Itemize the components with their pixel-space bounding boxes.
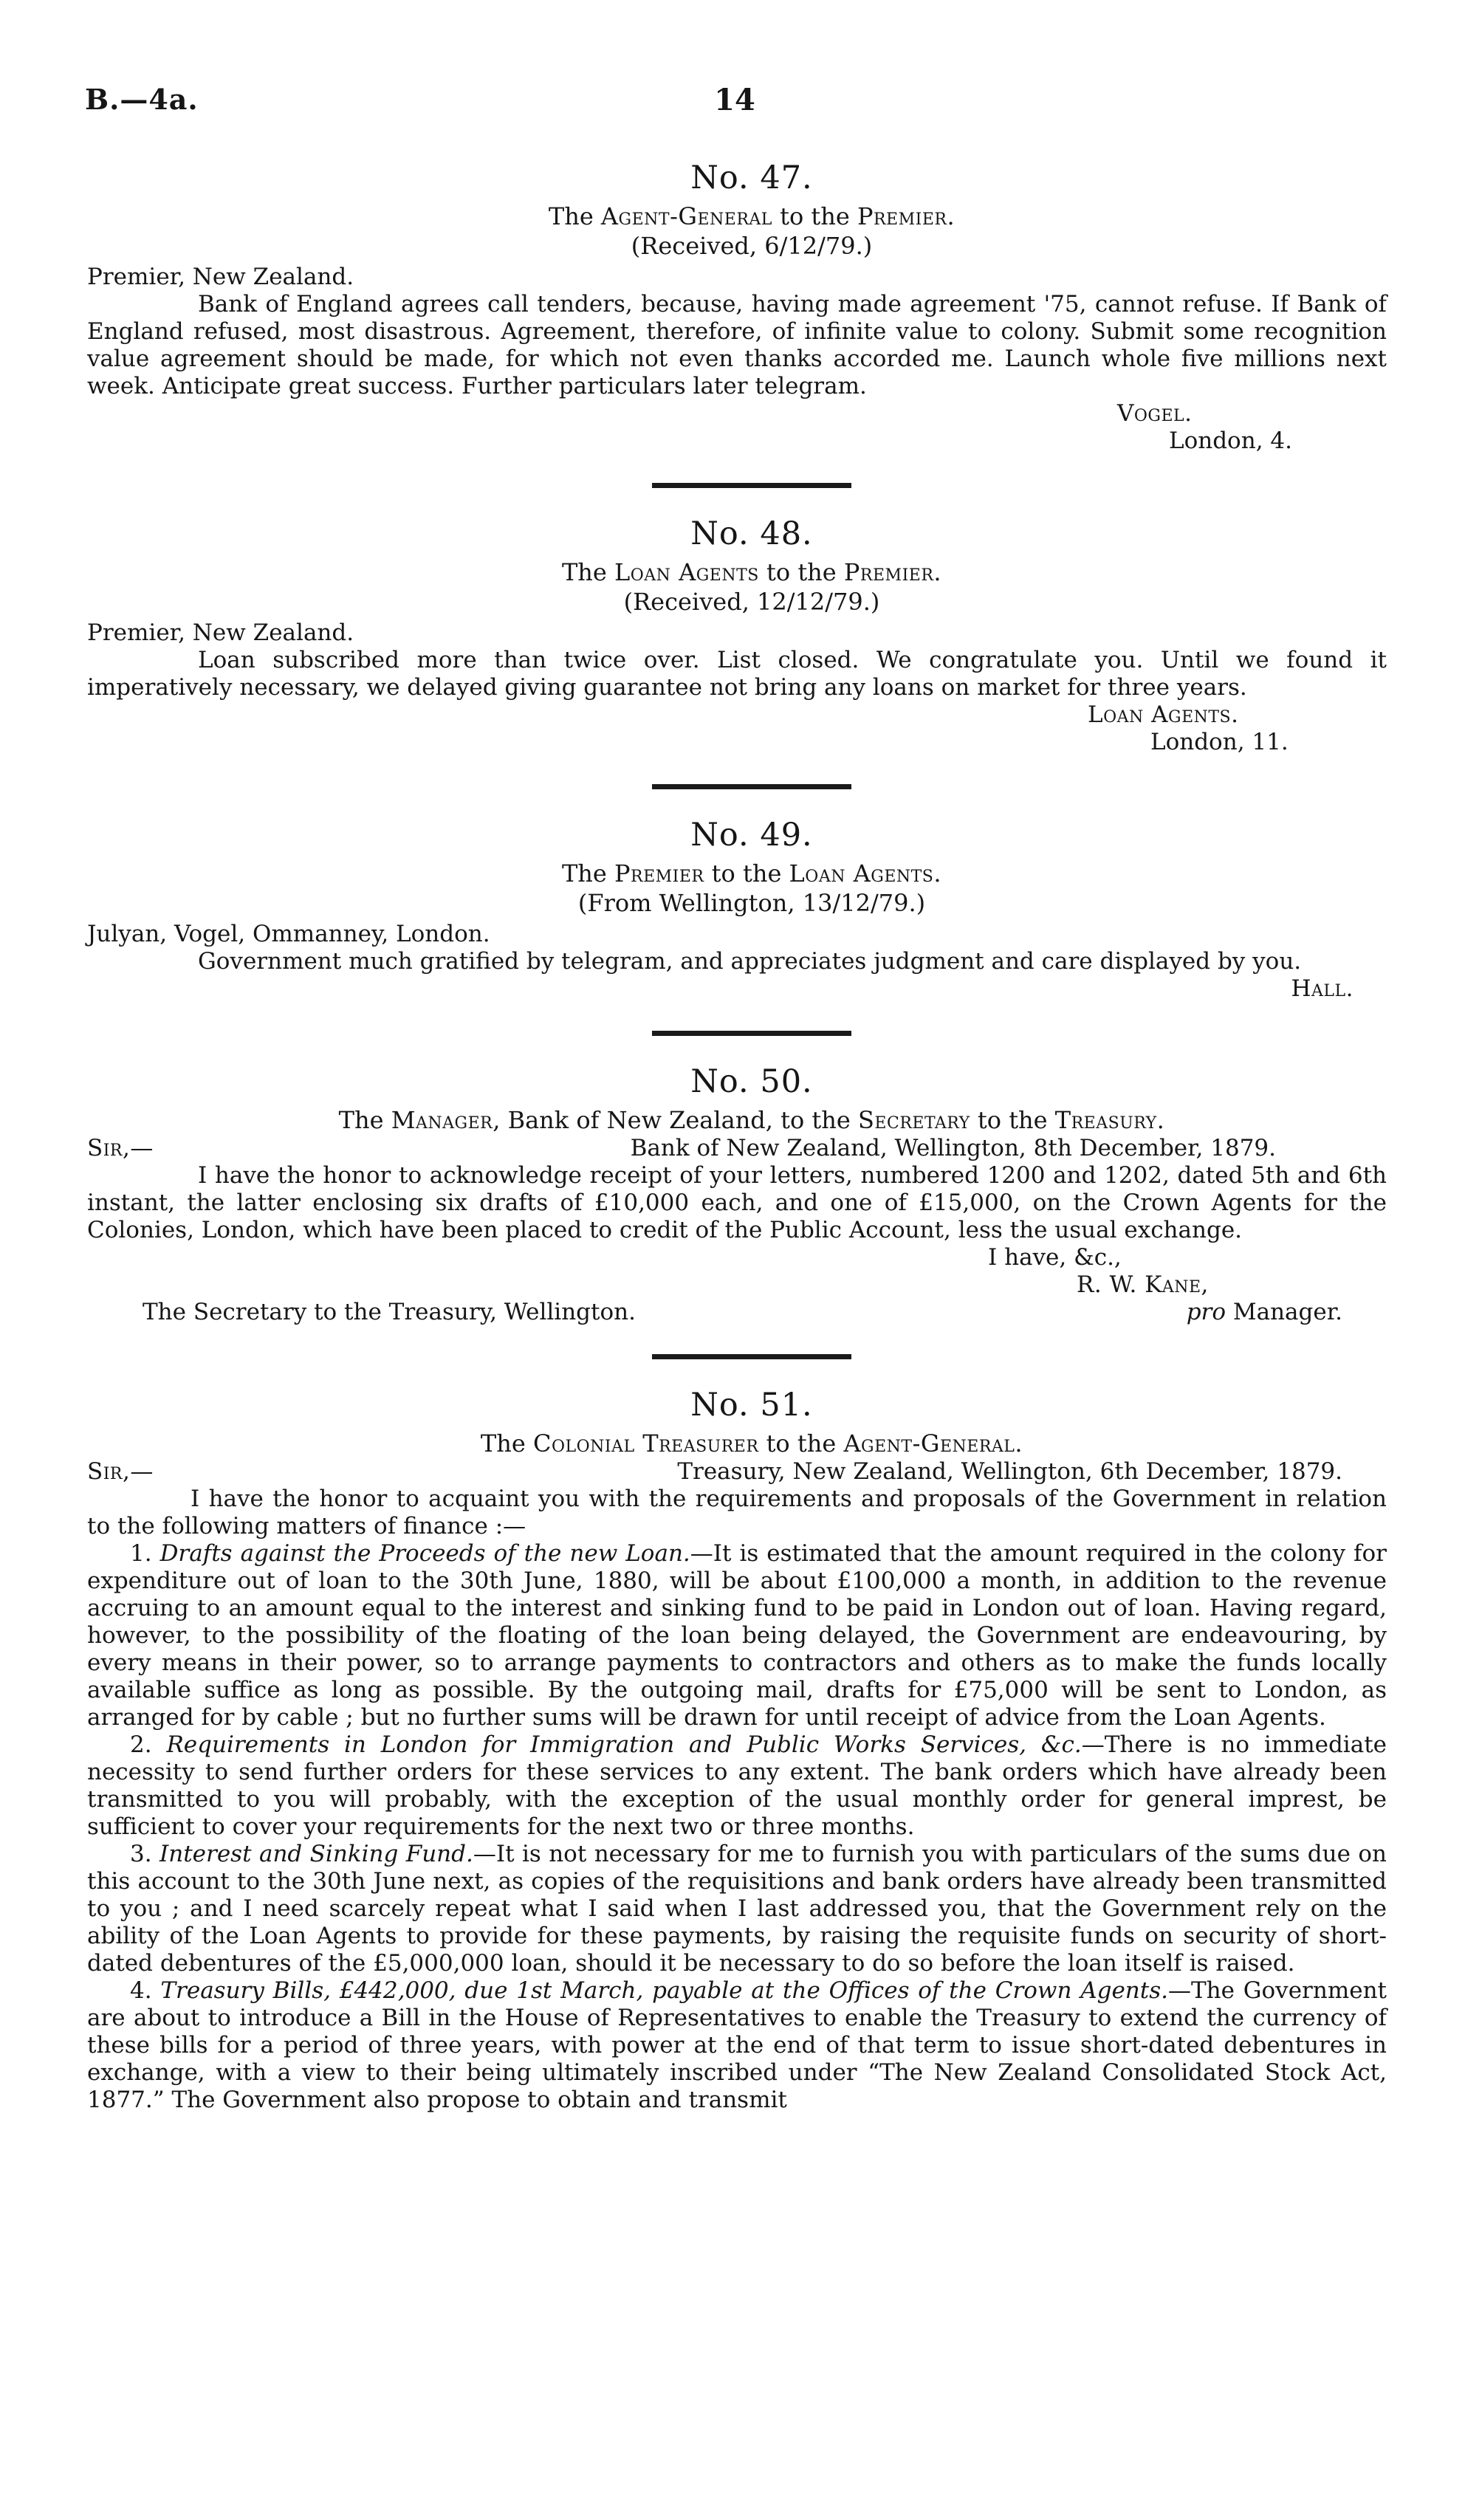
running-header xyxy=(0,83,1465,134)
letter-footer xyxy=(87,1299,1387,1326)
item-title: Requirements in London for Immigration and Public Works Services, &c. xyxy=(166,1731,1082,1758)
heading-text: , Bank of New Zealand, to the xyxy=(493,1106,858,1134)
section-divider xyxy=(652,483,851,488)
received-date: (Received, 12/12/79.) xyxy=(623,588,880,616)
item-text: —There is no immediate necessity to send further orders for these services to any extent. The bank orders which have already been transmitted to you will probably, with the exception of the usual monthly order for general imprest, be sufficient to cover your requirements for the next two or three months. xyxy=(87,1731,1387,1840)
finance-item xyxy=(87,1540,1387,1731)
item-title: Interest and Sinking Fund. xyxy=(159,1841,473,1867)
item-title: Drafts against the Proceeds of the new Loan. xyxy=(159,1540,690,1567)
heading-text: to the xyxy=(704,859,789,888)
heading-text: to the xyxy=(758,1429,844,1458)
telegram-body: Bank of England agrees call tenders, because, having made agreement '75, cannot refuse. If Bank of England refused, most disastrous. Agreement, therefore, of infinite value to colony. Submit some recognition value agreement should be made, for which not even thanks accorded me. Launch whole five millions next week. Anticipate great success. Further particulars later telegram. xyxy=(87,291,1387,399)
heading-recipient: Premier. xyxy=(843,558,942,586)
place-date: London, 11. xyxy=(1150,729,1289,755)
heading-sender: Agent-General xyxy=(600,202,772,230)
item-number: 1. xyxy=(130,1540,160,1567)
heading-text: to the xyxy=(772,202,857,230)
pro-text: pro xyxy=(1186,1299,1226,1325)
document-number: No. 47. xyxy=(690,159,813,196)
item-text: —The Government are about to introduce a Bill in the House of Representatives to enable the Treasury to extend the currency of these bills for a period of three years, with power at the end of that term to issue short-dated debentures in exchange, with a view to their being ultimately inscribed under “The New Zealand Consolidated Stock Act, 1877.” The Government also propose to obtain and transmit xyxy=(87,1977,1387,2113)
salutation: Sir,— xyxy=(87,1135,154,1161)
document-heading xyxy=(117,1105,1387,1135)
addressee: Premier, New Zealand. xyxy=(87,264,354,290)
recipient-line: The Secretary to the Treasury, Wellington. xyxy=(143,1299,636,1325)
document-heading xyxy=(117,1429,1387,1458)
heading-text: to the xyxy=(970,1106,1055,1134)
heading-text: to the xyxy=(758,558,844,586)
heading-recipient: Loan Agents. xyxy=(789,859,942,888)
heading-sender: Loan Agents xyxy=(614,558,759,586)
addressee: Premier, New Zealand. xyxy=(87,619,354,646)
document-no-51 xyxy=(87,1386,1387,2114)
document-heading xyxy=(117,557,1387,587)
item-number: 4. xyxy=(130,1977,161,2004)
finance-item xyxy=(87,1841,1387,1977)
dateline: Treasury, New Zealand, Wellington, 6th December, 1879. xyxy=(677,1458,1342,1485)
document-number: No. 50. xyxy=(690,1063,813,1100)
item-number: 3. xyxy=(130,1841,159,1867)
signature: R. W. Kane, xyxy=(1077,1271,1209,1298)
heading-text: The xyxy=(338,1106,391,1134)
item-text: —It is estimated that the amount required in the colony for expenditure out of loan to the 30th June, 1880, will be about £100,000 a month, in addition to the revenue accruing to an amount equal to the interest and sinking fund to be paid in London out of loan. Having regard, however, to the possibility of the floating of the loan being delayed, the Government are endeavouring, by every means in their power, so to arrange payments to contractors and others as to make the funds locally available suffice as long as possible. By the outgoing mail, drafts for £75,000 will be sent to London, as arranged for by cable ; but no further sums will be drawn for until receipt of advice from the Loan Agents. xyxy=(87,1540,1387,1731)
closing: I have, &c., xyxy=(988,1244,1122,1271)
heading-recipient: Treasury. xyxy=(1054,1106,1165,1134)
received-date: (Received, 6/12/79.) xyxy=(631,232,873,260)
heading-text: The xyxy=(561,558,614,586)
document-number: No. 48. xyxy=(690,515,813,552)
document-no-48 xyxy=(87,515,1387,756)
document-no-50 xyxy=(87,1062,1387,1326)
addressee: Julyan, Vogel, Ommanney, London. xyxy=(87,921,490,947)
heading-sender: Colonial Treasurer xyxy=(532,1429,759,1458)
item-number: 2. xyxy=(130,1731,167,1758)
role-text: Manager. xyxy=(1226,1299,1342,1325)
signature: Hall. xyxy=(1291,975,1354,1002)
item-text: —It is not necessary for me to furnish you with particulars of the sums due on this account to the 30th June next, as copies of the requisitions and bank orders have already been transmitted to you ; and I need scarcely repeat what I said when I last addressed you, that the Government rely on the ability of the Loan Agents to provide for these payments, by raising the requisite funds on security of short-dated debentures of the £5,000,000 loan, should it be necessary to do so before the loan itself is raised. xyxy=(87,1841,1387,1977)
document-no-47 xyxy=(87,151,1387,455)
sent-date: (From Wellington, 13/12/79.) xyxy=(577,889,926,917)
heading-text: The xyxy=(548,202,601,230)
document-heading xyxy=(117,202,1387,231)
parliamentary-paper-reference: B.—4a. xyxy=(85,83,199,116)
letter-intro: I have the honor to acquaint you with the requirements and proposals of the Government in relation to the following matters of finance :— xyxy=(87,1486,1387,1539)
finance-item xyxy=(87,1977,1387,2114)
heading-recipient: Secretary xyxy=(858,1106,970,1134)
salutation: Sir,— xyxy=(87,1458,154,1485)
heading-text: The xyxy=(480,1429,533,1458)
page-number: 14 xyxy=(714,83,755,117)
heading-recipient: Agent-General. xyxy=(843,1429,1023,1458)
signature: Vogel. xyxy=(1117,400,1193,427)
signature-role xyxy=(1187,1299,1387,1326)
document-number: No. 49. xyxy=(690,817,813,854)
heading-sender: Premier xyxy=(614,859,704,888)
document-heading xyxy=(117,859,1387,888)
dateline: Bank of New Zealand, Wellington, 8th December, 1879. xyxy=(630,1135,1276,1161)
document-no-49 xyxy=(87,816,1387,1003)
document-body xyxy=(87,151,1387,2114)
heading-text: The xyxy=(561,859,614,888)
signature: Loan Agents. xyxy=(1088,701,1239,728)
salutation-row xyxy=(87,1458,1387,1486)
section-divider xyxy=(652,1031,851,1036)
finance-item xyxy=(87,1731,1387,1841)
document-number: No. 51. xyxy=(690,1387,813,1424)
item-title: Treasury Bills, £442,000, due 1st March, payable at the Offices of the Crown Agents. xyxy=(160,1977,1168,2004)
telegram-body: Government much gratified by telegram, and appreciates judgment and care displayed by you. xyxy=(198,948,1302,975)
heading-recipient: Premier. xyxy=(857,202,955,230)
heading-sender: Manager xyxy=(391,1106,493,1134)
section-divider xyxy=(652,784,851,789)
letter-body: I have the honor to acknowledge receipt of your letters, numbered 1200 and 1202, dated 5th and 6th instant, the latter enclosing six drafts of £10,000 each, and one of £15,000, on the Crown Agents for the Colonies, London, which have been placed to credit of the Public Account, less the usual exchange. xyxy=(87,1162,1387,1243)
place-date: London, 4. xyxy=(1169,428,1292,454)
telegram-body: Loan subscribed more than twice over. List closed. We congratulate you. Until we found it imperatively necessary, we delayed giving guarantee not bring any loans on market for three years. xyxy=(87,647,1387,701)
salutation-row xyxy=(87,1135,1387,1162)
section-divider xyxy=(652,1354,851,1359)
